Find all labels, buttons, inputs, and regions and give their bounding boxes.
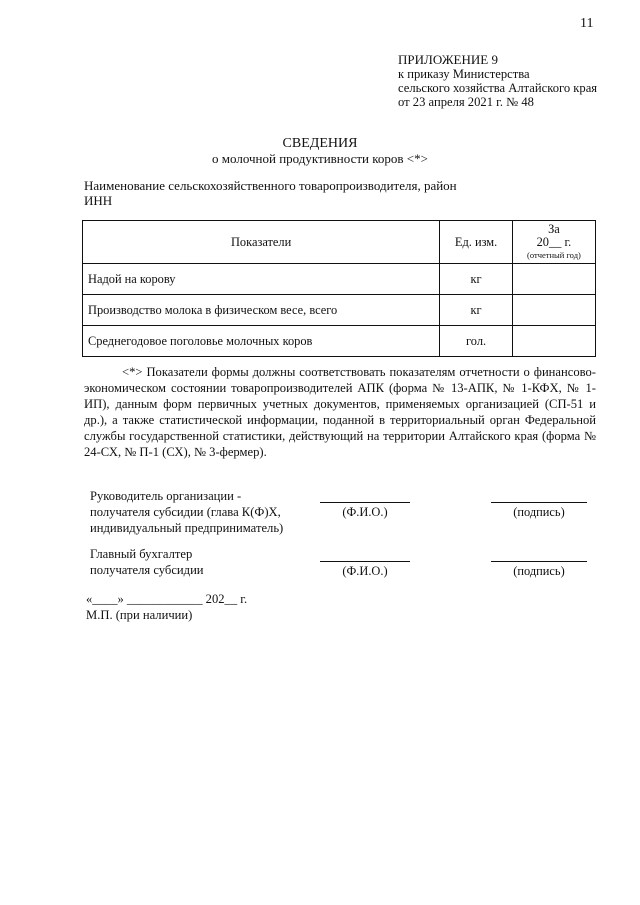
row-unit: кг bbox=[440, 264, 513, 295]
header-year-mid: 20__ г. bbox=[536, 234, 572, 249]
header-unit: Ед. изм. bbox=[440, 221, 513, 264]
producer-block bbox=[84, 178, 457, 208]
head-sign-caption: (подпись) bbox=[513, 505, 565, 519]
head-label-line-3: индивидуальный предприниматель) bbox=[90, 521, 284, 535]
row-indicator: Надой на корову bbox=[83, 264, 440, 295]
header-year bbox=[512, 221, 595, 264]
head-sign-line[interactable] bbox=[491, 502, 587, 503]
header-indicators: Показатели bbox=[83, 221, 440, 264]
document-title: СВЕДЕНИЯ bbox=[282, 136, 358, 151]
header-year-top: За bbox=[548, 221, 560, 236]
head-label-line-2: получателя субсидии (глава К(Ф)Х, bbox=[90, 505, 281, 519]
page-number: 11 bbox=[580, 16, 594, 31]
head-fio-line[interactable] bbox=[320, 502, 410, 503]
accountant-sign-line[interactable] bbox=[491, 561, 587, 562]
document-subtitle: о молочной продуктивности коров <*> bbox=[212, 151, 428, 166]
row-indicator: Среднегодовое поголовье молочных коров bbox=[83, 326, 440, 357]
row-unit: гол. bbox=[440, 326, 513, 357]
accountant-sign-caption: (подпись) bbox=[513, 564, 565, 578]
producer-name-label: Наименование сельскохозяйственного товаропроизводителя, район bbox=[84, 178, 457, 193]
row-unit: кг bbox=[440, 295, 513, 326]
date-line: «____» ____________ 202__ г. bbox=[86, 592, 248, 606]
table-header-row bbox=[83, 221, 596, 264]
head-label-line-1: Руководитель организации - bbox=[90, 489, 242, 503]
indicators-table bbox=[82, 220, 596, 357]
table-row bbox=[83, 295, 596, 326]
accountant-fio-line[interactable] bbox=[320, 561, 410, 562]
stamp-note: М.П. (при наличии) bbox=[86, 608, 193, 622]
head-fio-caption: (Ф.И.О.) bbox=[342, 505, 388, 519]
row-value-cell[interactable] bbox=[512, 295, 595, 326]
appendix-line-1: к приказу Министерства bbox=[398, 67, 530, 81]
row-value-cell[interactable] bbox=[512, 326, 595, 357]
footnote: <*> Показатели формы должны соответствовать показателям отчетности о финансово-экономическом состоянии товаропроизводителей АПК (форма № 13-АПК, № 1-КФХ, № 1-ИП), данным форм первичных учетных документов, применяемых организацией (СП-51 и др.), а также статистической информации, поданной в территориальный орган Федеральной службы государственной статистики, действующий на территории Алтайского края (форма № 24-СХ, № П-1 (СХ), № 3-фермер). bbox=[84, 365, 596, 459]
head-signature-label bbox=[90, 488, 283, 536]
accountant-fio-caption: (Ф.И.О.) bbox=[342, 564, 388, 578]
appendix-line-3: от 23 апреля 2021 г. № 48 bbox=[398, 95, 534, 109]
accountant-label-line-2: получателя субсидии bbox=[90, 563, 204, 577]
producer-inn-label: ИНН bbox=[84, 193, 113, 208]
appendix-title: ПРИЛОЖЕНИЕ 9 bbox=[398, 52, 498, 67]
row-indicator: Производство молока в физическом весе, всего bbox=[83, 295, 440, 326]
accountant-signature-label bbox=[90, 546, 204, 578]
appendix-line-2: сельского хозяйства Алтайского края bbox=[398, 81, 598, 95]
table-row bbox=[83, 264, 596, 295]
accountant-label-line-1: Главный бухгалтер bbox=[90, 547, 193, 561]
header-year-note: (отчетный год) bbox=[527, 249, 581, 260]
appendix-header bbox=[398, 53, 628, 109]
row-value-cell[interactable] bbox=[512, 264, 595, 295]
table-row bbox=[83, 326, 596, 357]
